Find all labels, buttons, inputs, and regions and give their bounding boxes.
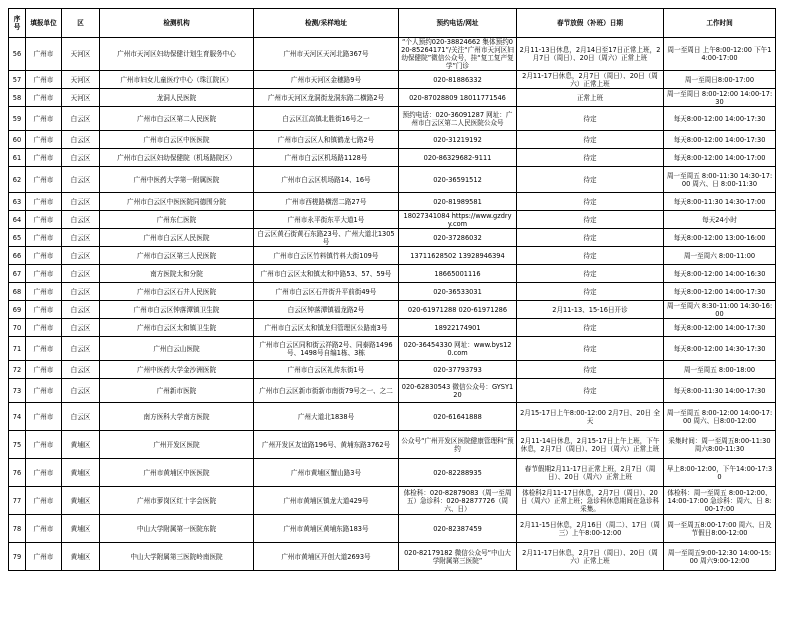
cell-phone: 020-61971288 020-61971286	[399, 301, 517, 319]
table-row	[9, 543, 776, 571]
cell-unit: 广州市	[26, 431, 62, 459]
cell-hours: 周一至周五 8:00-18:00	[664, 361, 776, 379]
cell-district: 白云区	[62, 319, 100, 337]
cell-holiday: 2月11-13、15-16日开诊	[517, 301, 664, 319]
cell-phone: 020-87028809 18011771546	[399, 89, 517, 107]
table-row	[9, 167, 776, 193]
table-row	[9, 71, 776, 89]
cell-phone: 020-86329682-9111	[399, 149, 517, 167]
cell-holiday: 待定	[517, 337, 664, 361]
header-holiday: 春节放假（补班）日期	[517, 9, 664, 38]
cell-address: 广州市白云区机场路1128号	[254, 149, 399, 167]
cell-district: 白云区	[62, 229, 100, 247]
cell-org: 广州市白云区第二人民医院	[100, 107, 254, 131]
table-row	[9, 283, 776, 301]
cell-unit: 广州市	[26, 89, 62, 107]
cell-org: 广州市白云区人民医院	[100, 229, 254, 247]
cell-seq: 71	[9, 337, 26, 361]
header-hours: 工作时间	[664, 9, 776, 38]
header-address: 检测/采样地址	[254, 9, 399, 38]
cell-org: 广州开发区医院	[100, 431, 254, 459]
cell-phone: 020-82288935	[399, 459, 517, 487]
cell-address: 广州市天河区金穗路9号	[254, 71, 399, 89]
cell-district: 白云区	[62, 167, 100, 193]
cell-unit: 广州市	[26, 283, 62, 301]
cell-address: 广州市白云区太和镇龙归管理区公路南3号	[254, 319, 399, 337]
cell-org: 广州市白云区中医医院同德围分院	[100, 193, 254, 211]
table-row	[9, 193, 776, 211]
cell-address: 广州市黄埔区镇龙大道429号	[254, 487, 399, 515]
cell-phone: 公众号“广州开发区医院健康管理科”预约	[399, 431, 517, 459]
cell-org: 南方医科大学南方医院	[100, 403, 254, 431]
cell-address: 广州市天河区天河北路367号	[254, 38, 399, 71]
cell-org: 中山大学附属第三医院岭南医院	[100, 543, 254, 571]
cell-district: 黄埔区	[62, 459, 100, 487]
cell-seq: 60	[9, 131, 26, 149]
cell-org: 广州市白云区钟落潭镇卫生院	[100, 301, 254, 319]
cell-district: 天河区	[62, 38, 100, 71]
cell-holiday: 2月11-13日休息，2月14日至17日正常上班，2月7日（周日）、20日（周六）正常上班	[517, 38, 664, 71]
cell-org: 南方医院太和分院	[100, 265, 254, 283]
cell-unit: 广州市	[26, 71, 62, 89]
cell-address: 广州市白云区礼传东街1号	[254, 361, 399, 379]
cell-org: 广州东仁医院	[100, 211, 254, 229]
cell-holiday: 2月15-17日上午8:00-12:00 2月7日、20日 全天	[517, 403, 664, 431]
cell-address: 广州市白云区竹料镇竹料大街109号	[254, 247, 399, 265]
cell-seq: 62	[9, 167, 26, 193]
table-row	[9, 319, 776, 337]
cell-seq: 74	[9, 403, 26, 431]
cell-seq: 64	[9, 211, 26, 229]
cell-district: 白云区	[62, 361, 100, 379]
cell-unit: 广州市	[26, 337, 62, 361]
cell-district: 白云区	[62, 403, 100, 431]
cell-address: 广州开发区友谊路196号、黄埔东路3762号	[254, 431, 399, 459]
cell-seq: 69	[9, 301, 26, 319]
cell-district: 白云区	[62, 283, 100, 301]
header-org: 检测机构	[100, 9, 254, 38]
cell-hours: 每天24小时	[664, 211, 776, 229]
cell-address: 广州市黄埔区黄埔东路183号	[254, 515, 399, 543]
table-row	[9, 459, 776, 487]
cell-org: 龙洞人民医院	[100, 89, 254, 107]
cell-hours: 每天8:00-12:00 14:00-17:30	[664, 283, 776, 301]
cell-hours: 每天8:00-12:00 13:00-16:00	[664, 229, 776, 247]
header-seq: 序号	[9, 9, 26, 38]
table-row	[9, 337, 776, 361]
cell-holiday: 待定	[517, 131, 664, 149]
cell-seq: 73	[9, 379, 26, 403]
cell-hours: 每天8:00-11:30 14:00-17:30	[664, 379, 776, 403]
cell-seq: 75	[9, 431, 26, 459]
cell-org: 广州市黄埔区中医医院	[100, 459, 254, 487]
cell-phone: 020-36454330 网址：www.bys120.com	[399, 337, 517, 361]
cell-unit: 广州市	[26, 107, 62, 131]
cell-district: 白云区	[62, 301, 100, 319]
cell-address: 广州大道北1838号	[254, 403, 399, 431]
cell-hours: 周一至周五 8:00-11:30 14:30-17:00 周六、日 8:00-11:30	[664, 167, 776, 193]
cell-holiday: 待定	[517, 265, 664, 283]
cell-address: 广州市天河区龙洞街龙洞东路二横路2号	[254, 89, 399, 107]
cell-address: 广州市白云区太和镇太和中路53、57、59号	[254, 265, 399, 283]
cell-unit: 广州市	[26, 131, 62, 149]
cell-hours: 每天8:00-12:00 14:00-16:30	[664, 265, 776, 283]
table-row	[9, 149, 776, 167]
cell-address: 广州市西槎路横滘二路27号	[254, 193, 399, 211]
cell-hours: 每天8:00-12:00 14:30-17:30	[664, 337, 776, 361]
cell-district: 白云区	[62, 379, 100, 403]
cell-org: 广州市萝岗区红十字会医院	[100, 487, 254, 515]
table-row	[9, 38, 776, 71]
cell-district: 天河区	[62, 89, 100, 107]
cell-holiday: 体检科2月11-17日休息，2月7日（周日）、20日（周六）正常上班；急诊科休息期间在急诊科采集。	[517, 487, 664, 515]
cell-address: 广州市白云区石井街升平前街49号	[254, 283, 399, 301]
cell-address: 广州市永平街东平大道1号	[254, 211, 399, 229]
cell-unit: 广州市	[26, 229, 62, 247]
cell-holiday: 2月11-15日休息，2月16日（周二）、17日（周三）上午8:00-12:00	[517, 515, 664, 543]
table-row	[9, 361, 776, 379]
cell-phone: 020-36533031	[399, 283, 517, 301]
cell-seq: 76	[9, 459, 26, 487]
cell-holiday: 春节假期2月11-17日正常上班，2月7日（周日）、20日（周六）正常上班	[517, 459, 664, 487]
table-row	[9, 229, 776, 247]
table-row	[9, 107, 776, 131]
cell-org: 广州市白云区妇幼保健院（机场路院区）	[100, 149, 254, 167]
cell-org: 广州市白云区石井人民医院	[100, 283, 254, 301]
cell-unit: 广州市	[26, 167, 62, 193]
cell-hours: 体检科：周一至周五 8:00-12:00、14:00-17:00 急诊科：周六、日 8:00-17:00	[664, 487, 776, 515]
cell-unit: 广州市	[26, 515, 62, 543]
cell-unit: 广州市	[26, 301, 62, 319]
cell-phone: 020-82387459	[399, 515, 517, 543]
cell-holiday: 待定	[517, 247, 664, 265]
cell-address: 广州市白云区新市街新市南街79号之一、之二	[254, 379, 399, 403]
cell-address: 广州市白云区同和街云祥路2号、同泰路1496号、1498号自编1栋、3栋	[254, 337, 399, 361]
cell-district: 白云区	[62, 211, 100, 229]
cell-holiday: 待定	[517, 211, 664, 229]
cell-district: 白云区	[62, 247, 100, 265]
cell-district: 白云区	[62, 107, 100, 131]
cell-seq: 68	[9, 283, 26, 301]
cell-seq: 59	[9, 107, 26, 131]
cell-seq: 72	[9, 361, 26, 379]
cell-phone: 020-61641888	[399, 403, 517, 431]
cell-seq: 78	[9, 515, 26, 543]
cell-seq: 70	[9, 319, 26, 337]
cell-district: 白云区	[62, 149, 100, 167]
cell-unit: 广州市	[26, 459, 62, 487]
cell-district: 天河区	[62, 71, 100, 89]
cell-holiday: 待定	[517, 193, 664, 211]
cell-org: 广州中医药大学第一附属医院	[100, 167, 254, 193]
cell-phone: “个人预约020-38824662 集体预约020-85264171”/关注“广州市天河区妇幼保健院”微信公众号，挂“复工复产复学”门诊	[399, 38, 517, 71]
cell-holiday: 待定	[517, 229, 664, 247]
cell-hours: 周一至周五8:00-17:00 周六、日及节假日8:00-12:00	[664, 515, 776, 543]
cell-seq: 77	[9, 487, 26, 515]
cell-address: 广州市白云区机场路14、16号	[254, 167, 399, 193]
cell-holiday: 待定	[517, 361, 664, 379]
cell-seq: 57	[9, 71, 26, 89]
cell-org: 广州市白云区太和镇卫生院	[100, 319, 254, 337]
cell-phone: 体检科：020-82879083（周一至周五）急诊科：020-82877726（周六、日）	[399, 487, 517, 515]
cell-phone: 18665001116	[399, 265, 517, 283]
table-row	[9, 301, 776, 319]
cell-seq: 65	[9, 229, 26, 247]
cell-hours: 每天8:00-12:00 14:00-17:00	[664, 149, 776, 167]
cell-district: 黄埔区	[62, 487, 100, 515]
table-row	[9, 515, 776, 543]
table-row	[9, 131, 776, 149]
cell-hours: 采集时间：周一至周五8:00-11:30周六8:00-11:30	[664, 431, 776, 459]
cell-district: 黄埔区	[62, 543, 100, 571]
table-container	[8, 8, 776, 571]
table-row	[9, 265, 776, 283]
cell-hours: 周一至周日8:00-17:00	[664, 71, 776, 89]
cell-holiday: 待定	[517, 149, 664, 167]
cell-holiday: 待定	[517, 379, 664, 403]
cell-unit: 广州市	[26, 211, 62, 229]
cell-seq: 63	[9, 193, 26, 211]
cell-phone: 020-37286032	[399, 229, 517, 247]
cell-unit: 广州市	[26, 361, 62, 379]
cell-hours: 周一至周五9:00-12:30 14:00-15:00 周六9:00-12:00	[664, 543, 776, 571]
cell-hours: 周一至周五 8:00-12:00 14:00-17:00 周六、日8:00-12:00	[664, 403, 776, 431]
cell-district: 白云区	[62, 131, 100, 149]
cell-district: 黄埔区	[62, 515, 100, 543]
table-row	[9, 379, 776, 403]
cell-holiday: 待定	[517, 167, 664, 193]
cell-holiday: 2月11-17日休息，2月7日（周日）、20日（周六）正常上班	[517, 543, 664, 571]
cell-unit: 广州市	[26, 403, 62, 431]
cell-hours: 每天8:00-12:00 14:00-17:30	[664, 319, 776, 337]
cell-hours: 周一至周六 8:00-11:00	[664, 247, 776, 265]
cell-holiday: 待定	[517, 107, 664, 131]
table-row	[9, 247, 776, 265]
cell-district: 黄埔区	[62, 431, 100, 459]
cell-address: 广州市黄埔区蟹山路3号	[254, 459, 399, 487]
cell-org: 广州市妇女儿童医疗中心（珠江院区）	[100, 71, 254, 89]
cell-hours: 早上8:00-12:00，下午14:00-17:30	[664, 459, 776, 487]
table-row	[9, 487, 776, 515]
cell-district: 白云区	[62, 265, 100, 283]
cell-unit: 广州市	[26, 319, 62, 337]
cell-seq: 61	[9, 149, 26, 167]
cell-phone: 预约电话：020-36091287 网址：广州市白云区第二人民医院公众号	[399, 107, 517, 131]
cell-unit: 广州市	[26, 379, 62, 403]
table-body	[9, 38, 776, 571]
cell-org: 广州市白云区中医医院	[100, 131, 254, 149]
cell-unit: 广州市	[26, 543, 62, 571]
cell-district: 白云区	[62, 193, 100, 211]
cell-phone: 020-81886332	[399, 71, 517, 89]
cell-unit: 广州市	[26, 265, 62, 283]
cell-org: 中山大学附属第一医院东院	[100, 515, 254, 543]
cell-org: 广州白云山医院	[100, 337, 254, 361]
cell-district: 白云区	[62, 337, 100, 361]
cell-seq: 67	[9, 265, 26, 283]
cell-hours: 每天8:00-12:00 14:00-17:30	[664, 131, 776, 149]
header-district: 区	[62, 9, 100, 38]
cell-address: 白云区黄石街黄石东路23号、广州大道北1305号	[254, 229, 399, 247]
header-row	[9, 9, 776, 38]
cell-hours: 每天8:00-11:30 14:30-17:00	[664, 193, 776, 211]
cell-unit: 广州市	[26, 487, 62, 515]
cell-phone: 13711628502 13928946394	[399, 247, 517, 265]
table-row	[9, 89, 776, 107]
cell-seq: 56	[9, 38, 26, 71]
cell-seq: 58	[9, 89, 26, 107]
cell-holiday: 2月11-17日休息，2月7日（周日）、20日（周六）正常上班	[517, 71, 664, 89]
cell-address: 广州市黄埔区开创大道2693号	[254, 543, 399, 571]
cell-hours: 每天8:00-12:00 14:00-17:30	[664, 107, 776, 131]
cell-org: 广州新市医院	[100, 379, 254, 403]
cell-unit: 广州市	[26, 247, 62, 265]
cell-seq: 66	[9, 247, 26, 265]
table-row	[9, 403, 776, 431]
table-row	[9, 431, 776, 459]
cell-holiday: 待定	[517, 283, 664, 301]
cell-org: 广州市白云区第三人民医院	[100, 247, 254, 265]
cell-phone: 18027341084 https://www.gzdryy.com	[399, 211, 517, 229]
cell-phone: 18922174901	[399, 319, 517, 337]
cell-phone: 020-36591512	[399, 167, 517, 193]
cell-hours: 周一至周日 上午8:00-12:00 下午14:00-17:00	[664, 38, 776, 71]
cell-hours: 周一至周六 8:30-11:00 14:30-16:00	[664, 301, 776, 319]
cell-org: 广州市天河区妇幼保健计划生育服务中心	[100, 38, 254, 71]
cell-org: 广州中医药大学金沙洲医院	[100, 361, 254, 379]
cell-seq: 79	[9, 543, 26, 571]
testing-institutions-table	[8, 8, 776, 571]
cell-unit: 广州市	[26, 149, 62, 167]
cell-phone: 020-81989581	[399, 193, 517, 211]
cell-phone: 020-82179182 微信公众号“中山大学附属第三医院”	[399, 543, 517, 571]
header-unit: 填报单位	[26, 9, 62, 38]
cell-unit: 广州市	[26, 193, 62, 211]
cell-phone: 020-31219192	[399, 131, 517, 149]
cell-unit: 广州市	[26, 38, 62, 71]
cell-phone: 020-62830543 微信公众号：GYSY120	[399, 379, 517, 403]
cell-holiday: 2月11-14日休息，2月15-17日上午上班，下午休息，2月7日（周日）、20日（周六）正常上班	[517, 431, 664, 459]
header-phone: 预约电话/网址	[399, 9, 517, 38]
cell-address: 白云区钟落潭镇福龙路2号	[254, 301, 399, 319]
cell-holiday: 正常上班	[517, 89, 664, 107]
cell-address: 广州市白云区人和镇鹤龙七路2号	[254, 131, 399, 149]
cell-address: 白云区江高镇北胜街16号之一	[254, 107, 399, 131]
cell-hours: 周一至周日 8:00-12:00 14:00-17:30	[664, 89, 776, 107]
table-row	[9, 211, 776, 229]
cell-holiday: 待定	[517, 319, 664, 337]
cell-phone: 020-37793793	[399, 361, 517, 379]
